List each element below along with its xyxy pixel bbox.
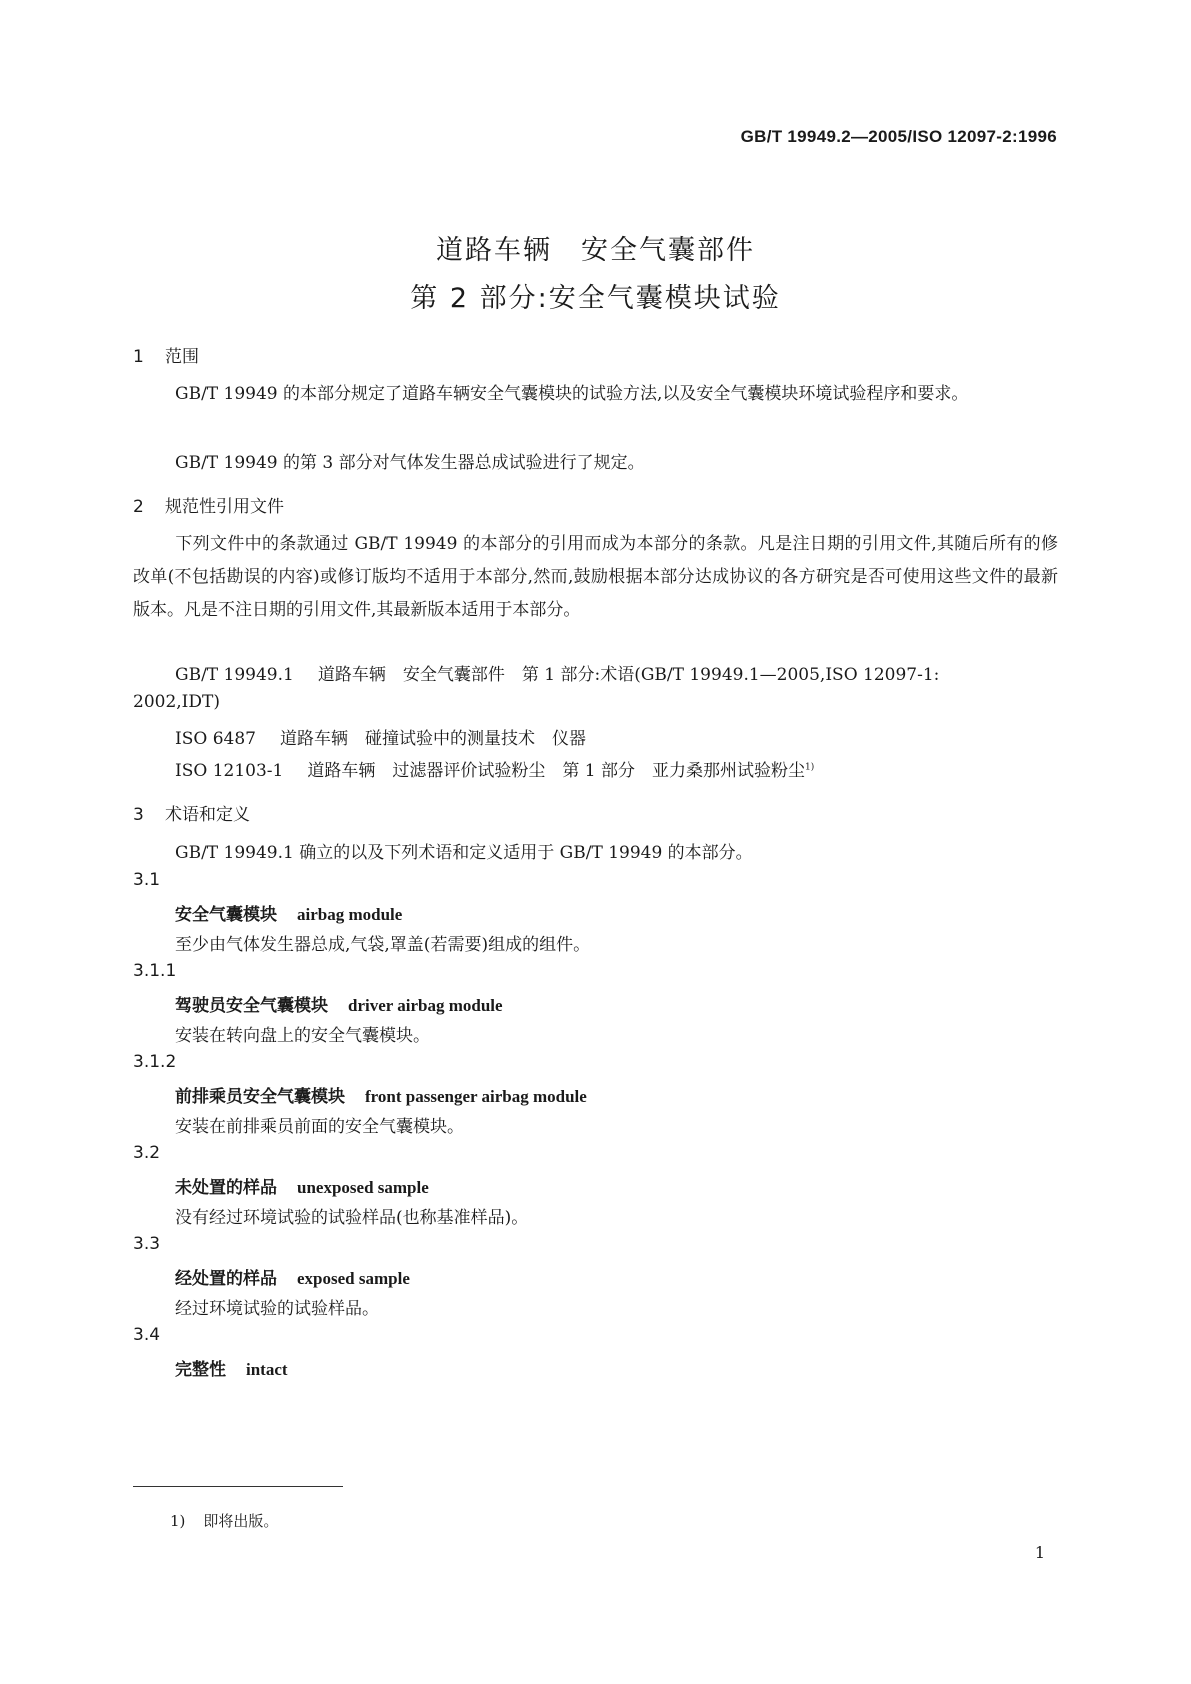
term-name-en: unexposed sample [297, 1178, 429, 1197]
term-definition: 安装在前排乘员前面的安全气囊模块。 [175, 1117, 464, 1137]
reference-title: 道路车辆 安全气囊部件 第 1 部分:术语(GB/T 19949.1—2005,ISO 12097-1: [317, 665, 940, 685]
term-name [175, 900, 402, 925]
term-name-en: driver airbag module [348, 996, 503, 1015]
term-definition: 至少由气体发生器总成,气袋,罩盖(若需要)组成的组件。 [175, 935, 591, 955]
term-name-zh: 未处置的样品 [175, 1178, 277, 1198]
references-paragraph: 下列文件中的条款通过 GB/T 19949 的本部分的引用而成为本部分的条款。凡是注日期的引用文件,其随后所有的修改单(不包括勘误的内容)或修订版均不适用于本部分,然而,鼓励根据本部分达成协议的各方研究是否可使用这些文件的最新版本。凡是不注日期的引用文件,其最新版本适用于本部分。 [133, 534, 1058, 620]
term-number: 3.3 [133, 1234, 161, 1254]
footnote-separator [133, 1486, 343, 1487]
section-title: 范围 [165, 347, 199, 367]
term-name [175, 1173, 429, 1198]
term-number: 3.1.1 [133, 961, 177, 981]
standard-number: GB/T 19949.2—2005/ISO 12097-2:1996 [740, 127, 1057, 146]
term-name-zh: 经处置的样品 [175, 1269, 277, 1289]
section-title: 规范性引用文件 [165, 497, 284, 517]
reference-item-3 [175, 756, 814, 781]
reference-code: GB/T 19949.1 [175, 665, 294, 685]
reference-item-1 [175, 660, 939, 685]
section-number: 1 [133, 347, 144, 367]
term-name-zh: 前排乘员安全气囊模块 [175, 1087, 345, 1107]
section-heading-normative-references [133, 492, 284, 517]
reference-item-2 [175, 724, 586, 749]
reference-item-1-continuation: 2002,IDT) [133, 692, 220, 712]
term-name-zh: 驾驶员安全气囊模块 [175, 996, 328, 1016]
reference-code: ISO 12103-1 [175, 761, 284, 781]
page-number: 1 [1034, 1543, 1045, 1562]
document-title-line2: 第 2 部分:安全气囊模块试验 [410, 283, 781, 314]
reference-code: ISO 6487 [175, 729, 256, 749]
term-name [175, 1264, 410, 1289]
term-name-en: exposed sample [297, 1269, 410, 1288]
term-definition: 安装在转向盘上的安全气囊模块。 [175, 1026, 430, 1046]
section-title: 术语和定义 [165, 805, 250, 825]
term-name-zh: 安全气囊模块 [175, 905, 277, 925]
footnote-text: 即将出版。 [203, 1512, 279, 1530]
term-definition: 经过环境试验的试验样品。 [175, 1299, 379, 1319]
section-heading-scope [133, 342, 199, 367]
reference-title: 道路车辆 过滤器评价试验粉尘 第 1 部分 亚力桑那州试验粉尘 [307, 761, 805, 781]
section-number: 3 [133, 805, 144, 825]
term-number: 3.1.2 [133, 1052, 177, 1072]
section-number: 2 [133, 497, 144, 517]
term-name-zh: 完整性 [175, 1360, 226, 1380]
term-name [175, 1355, 288, 1380]
scope-paragraph-2: GB/T 19949 的第 3 部分对气体发生器总成试验进行了规定。 [175, 453, 645, 473]
term-number: 3.4 [133, 1325, 161, 1345]
term-definition: 没有经过环境试验的试验样品(也称基准样品)。 [175, 1208, 529, 1228]
terms-intro: GB/T 19949.1 确立的以及下列术语和定义适用于 GB/T 19949 的本部分。 [175, 843, 753, 863]
term-number: 3.2 [133, 1143, 161, 1163]
term-name [175, 1082, 587, 1107]
section-heading-terms-definitions [133, 800, 250, 825]
scope-paragraph-1: GB/T 19949 的本部分规定了道路车辆安全气囊模块的试验方法,以及安全气囊模块环境试验程序和要求。 [175, 384, 969, 404]
term-number: 3.1 [133, 870, 161, 890]
reference-title: 道路车辆 碰撞试验中的测量技术 仪器 [279, 729, 586, 749]
footnote [170, 1510, 278, 1531]
term-name-en: front passenger airbag module [365, 1087, 587, 1106]
term-name-en: airbag module [297, 905, 403, 924]
document-title-line1: 道路车辆 安全气囊部件 [436, 235, 755, 266]
footnote-reference-mark: 1) [804, 762, 815, 773]
footnote-mark: 1) [170, 1512, 186, 1530]
term-name [175, 991, 503, 1016]
term-name-en: intact [246, 1360, 288, 1379]
